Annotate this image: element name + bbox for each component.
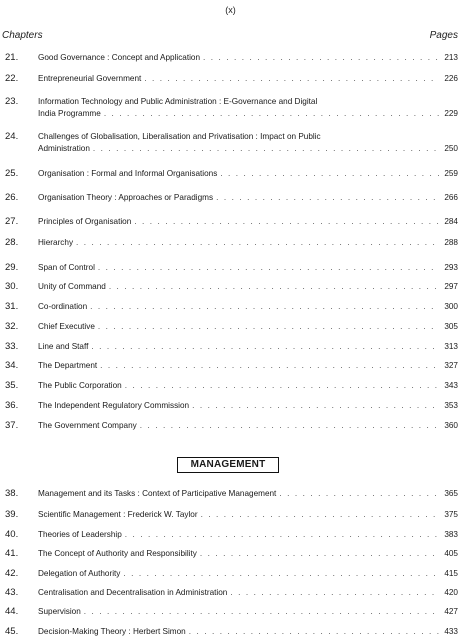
page-ref: 300 [444, 302, 458, 311]
chapter-number: 35. [5, 380, 19, 391]
chapter-title: Scientific Management : Frederick W. Taylor [38, 510, 201, 519]
chapter-number: 31. [5, 301, 19, 312]
chapter-title: The Department [38, 361, 100, 370]
page-ref: 250 [444, 144, 458, 153]
chapter-title: Theories of Leadership [38, 530, 125, 539]
chapter-title: Good Governance : Concept and Application [38, 53, 203, 62]
chapter-title: The Public Corporation [38, 381, 125, 390]
page-ref: 365 [444, 489, 458, 498]
page-ref: 259 [444, 169, 458, 178]
chapter-number: 25. [5, 168, 19, 179]
chapter-number: 26. [5, 192, 19, 203]
chapter-title: Decision-Making Theory : Herbert Simon [38, 627, 189, 636]
chapter-title: The Government Company [38, 421, 140, 430]
section-heading-management: MANAGEMENT [177, 457, 279, 473]
chapter-number: 29. [5, 262, 19, 273]
chapter-title: Span of Control [38, 263, 98, 272]
page-ref: 229 [444, 109, 458, 118]
chapter-title: Unity of Command [38, 282, 109, 291]
page-ref: 297 [444, 282, 458, 291]
chapter-title: The Independent Regulatory Commission [38, 401, 192, 410]
chapter-number: 36. [5, 400, 19, 411]
page-ref: 313 [444, 342, 458, 351]
chapter-title: Hierarchy [38, 238, 76, 247]
chapter-number: 34. [5, 360, 19, 371]
page-ref: 213 [444, 53, 458, 62]
chapter-number: 42. [5, 568, 19, 579]
chapter-number: 45. [5, 626, 19, 637]
chapter-number: 33. [5, 341, 19, 352]
chapter-title: The Concept of Authority and Responsibility [38, 549, 200, 558]
page-ref: 360 [444, 421, 458, 430]
chapter-number: 44. [5, 606, 19, 617]
chapter-number: 27. [5, 216, 19, 227]
page-ref: 427 [444, 607, 458, 616]
chapter-number: 38. [5, 488, 19, 499]
chapter-title: Organisation : Formal and Informal Organisations [38, 169, 220, 178]
chapter-number: 40. [5, 529, 19, 540]
page-ref: 266 [444, 193, 458, 202]
chapter-number: 30. [5, 281, 19, 292]
chapter-number: 21. [5, 52, 19, 63]
chapter-number: 28. [5, 237, 19, 248]
chapter-title: Principles of Organisation [38, 217, 134, 226]
chapter-title: Entrepreneurial Government [38, 74, 144, 83]
chapter-number: 41. [5, 548, 19, 559]
page-ref: 415 [444, 569, 458, 578]
chapter-title: Co-ordination [38, 302, 90, 311]
chapter-title: Challenges of Globalisation, Liberalisation and Privatisation : Impact on Public [38, 132, 321, 141]
page-ref: 405 [444, 549, 458, 558]
page-ref: 305 [444, 322, 458, 331]
page-ref: 327 [444, 361, 458, 370]
page-ref: 383 [444, 530, 458, 539]
chapter-title: Organisation Theory : Approaches or Paradigms [38, 193, 216, 202]
chapter-number: 23. [5, 96, 19, 107]
pages-header: Pages [429, 30, 458, 41]
page-ref: 293 [444, 263, 458, 272]
chapter-title: Centralisation and Decentralisation in Administration [38, 588, 230, 597]
chapter-title: Management and its Tasks : Context of Participative Management [38, 489, 279, 498]
chapter-number: 37. [5, 420, 19, 431]
page-ref: 353 [444, 401, 458, 410]
page-ref: 420 [444, 588, 458, 597]
page-ref: 226 [444, 74, 458, 83]
chapter-title: Information Technology and Public Administration : E-Governance and Digital [38, 97, 318, 106]
chapter-title: Supervision [38, 607, 84, 616]
chapter-number: 43. [5, 587, 19, 598]
page-ref: 288 [444, 238, 458, 247]
chapter-title: Line and Staff [38, 342, 91, 351]
chapter-number: 39. [5, 509, 19, 520]
page-number: (x) [225, 5, 236, 15]
chapter-title: Chief Executive [38, 322, 98, 331]
chapter-title: Delegation of Authority [38, 569, 123, 578]
chapter-title-continued: India Programme [38, 109, 104, 118]
chapter-number: 22. [5, 73, 19, 84]
page-ref: 375 [444, 510, 458, 519]
page-ref: 343 [444, 381, 458, 390]
chapters-header: Chapters [2, 30, 43, 41]
page-ref: 284 [444, 217, 458, 226]
chapter-number: 32. [5, 321, 19, 332]
chapter-number: 24. [5, 131, 19, 142]
page-ref: 433 [444, 627, 458, 636]
chapter-title-continued: Administration [38, 144, 93, 153]
